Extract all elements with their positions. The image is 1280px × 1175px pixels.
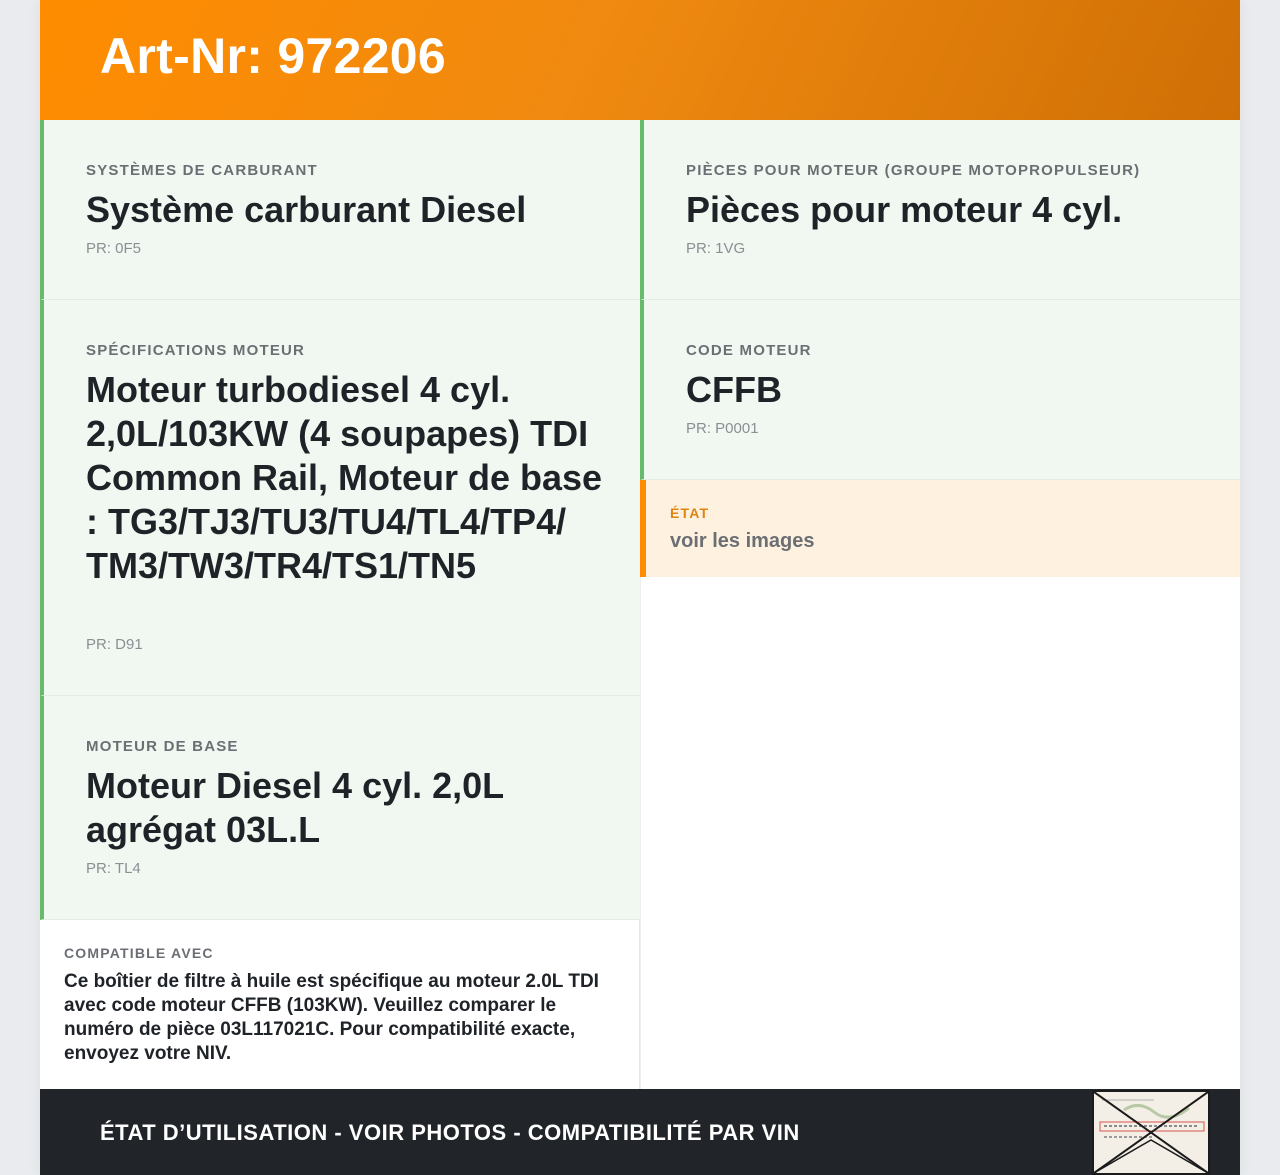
card-label: MOTEUR DE BASE	[86, 738, 239, 755]
footer-text: ÉTAT D’UTILISATION - VOIR PHOTOS - COMPATIBILITÉ PAR VIN	[100, 1120, 800, 1145]
pr-code: PR: P0001	[686, 420, 759, 437]
product-page	[40, 0, 1240, 1175]
card-value: Moteur Diesel 4 cyl. 2,0L agrégat 03L.L	[86, 765, 504, 850]
footer-bar	[40, 1089, 1240, 1175]
card-value: Système carburant Diesel	[86, 189, 527, 230]
card-label: SYSTÈMES DE CARBURANT	[86, 162, 318, 179]
engine-specs-card	[40, 300, 640, 696]
engine-code-card	[640, 300, 1240, 480]
pr-code: PR: TL4	[86, 860, 141, 877]
card-value: CFFB	[686, 369, 782, 410]
card-label: CODE MOTEUR	[686, 342, 812, 359]
pr-code: PR: 1VG	[686, 240, 746, 257]
condition-value: voir les images	[670, 530, 815, 552]
pr-code: PR: D91	[86, 636, 143, 653]
compatibility-section	[40, 920, 640, 1089]
condition-box	[640, 480, 1240, 577]
compat-text: Ce boîtier de filtre à huile est spécifique au moteur 2.0L TDI avec code moteur CFFB (103KW). Veuillez comparer le numéro de pièce 03L117021C. Pour compatibilité exacte, envoyez votre NIV.	[64, 971, 599, 1064]
pr-code: PR: 0F5	[86, 240, 142, 257]
article-number-title: Art-Nr: 972206	[100, 28, 447, 84]
engine-parts-card	[640, 120, 1240, 300]
card-value: Pièces pour moteur 4 cyl.	[686, 189, 1123, 230]
compat-label: COMPATIBLE AVEC	[64, 945, 214, 961]
card-label: PIÈCES POUR MOTEUR (GROUPE MOTOPROPULSEUR)	[686, 162, 1141, 179]
column-divider	[640, 577, 641, 1089]
card-value: Moteur turbodiesel 4 cyl. 2,0L/103KW (4 soupapes) TDI Common Rail, Moteur de base : TG3/TJ3/TU3/TU4/TL4/TP4/ TM3/TW3/TR4/TS1/TN5	[86, 369, 603, 586]
crossed-envelope-image	[1094, 1092, 1208, 1173]
page-header	[40, 0, 1240, 120]
condition-label: ÉTAT	[670, 505, 710, 521]
base-engine-card	[40, 696, 640, 920]
fuel-system-card	[40, 120, 640, 300]
card-label: SPÉCIFICATIONS MOTEUR	[86, 342, 306, 359]
vin-label-thumbnail[interactable]	[1092, 1090, 1210, 1175]
